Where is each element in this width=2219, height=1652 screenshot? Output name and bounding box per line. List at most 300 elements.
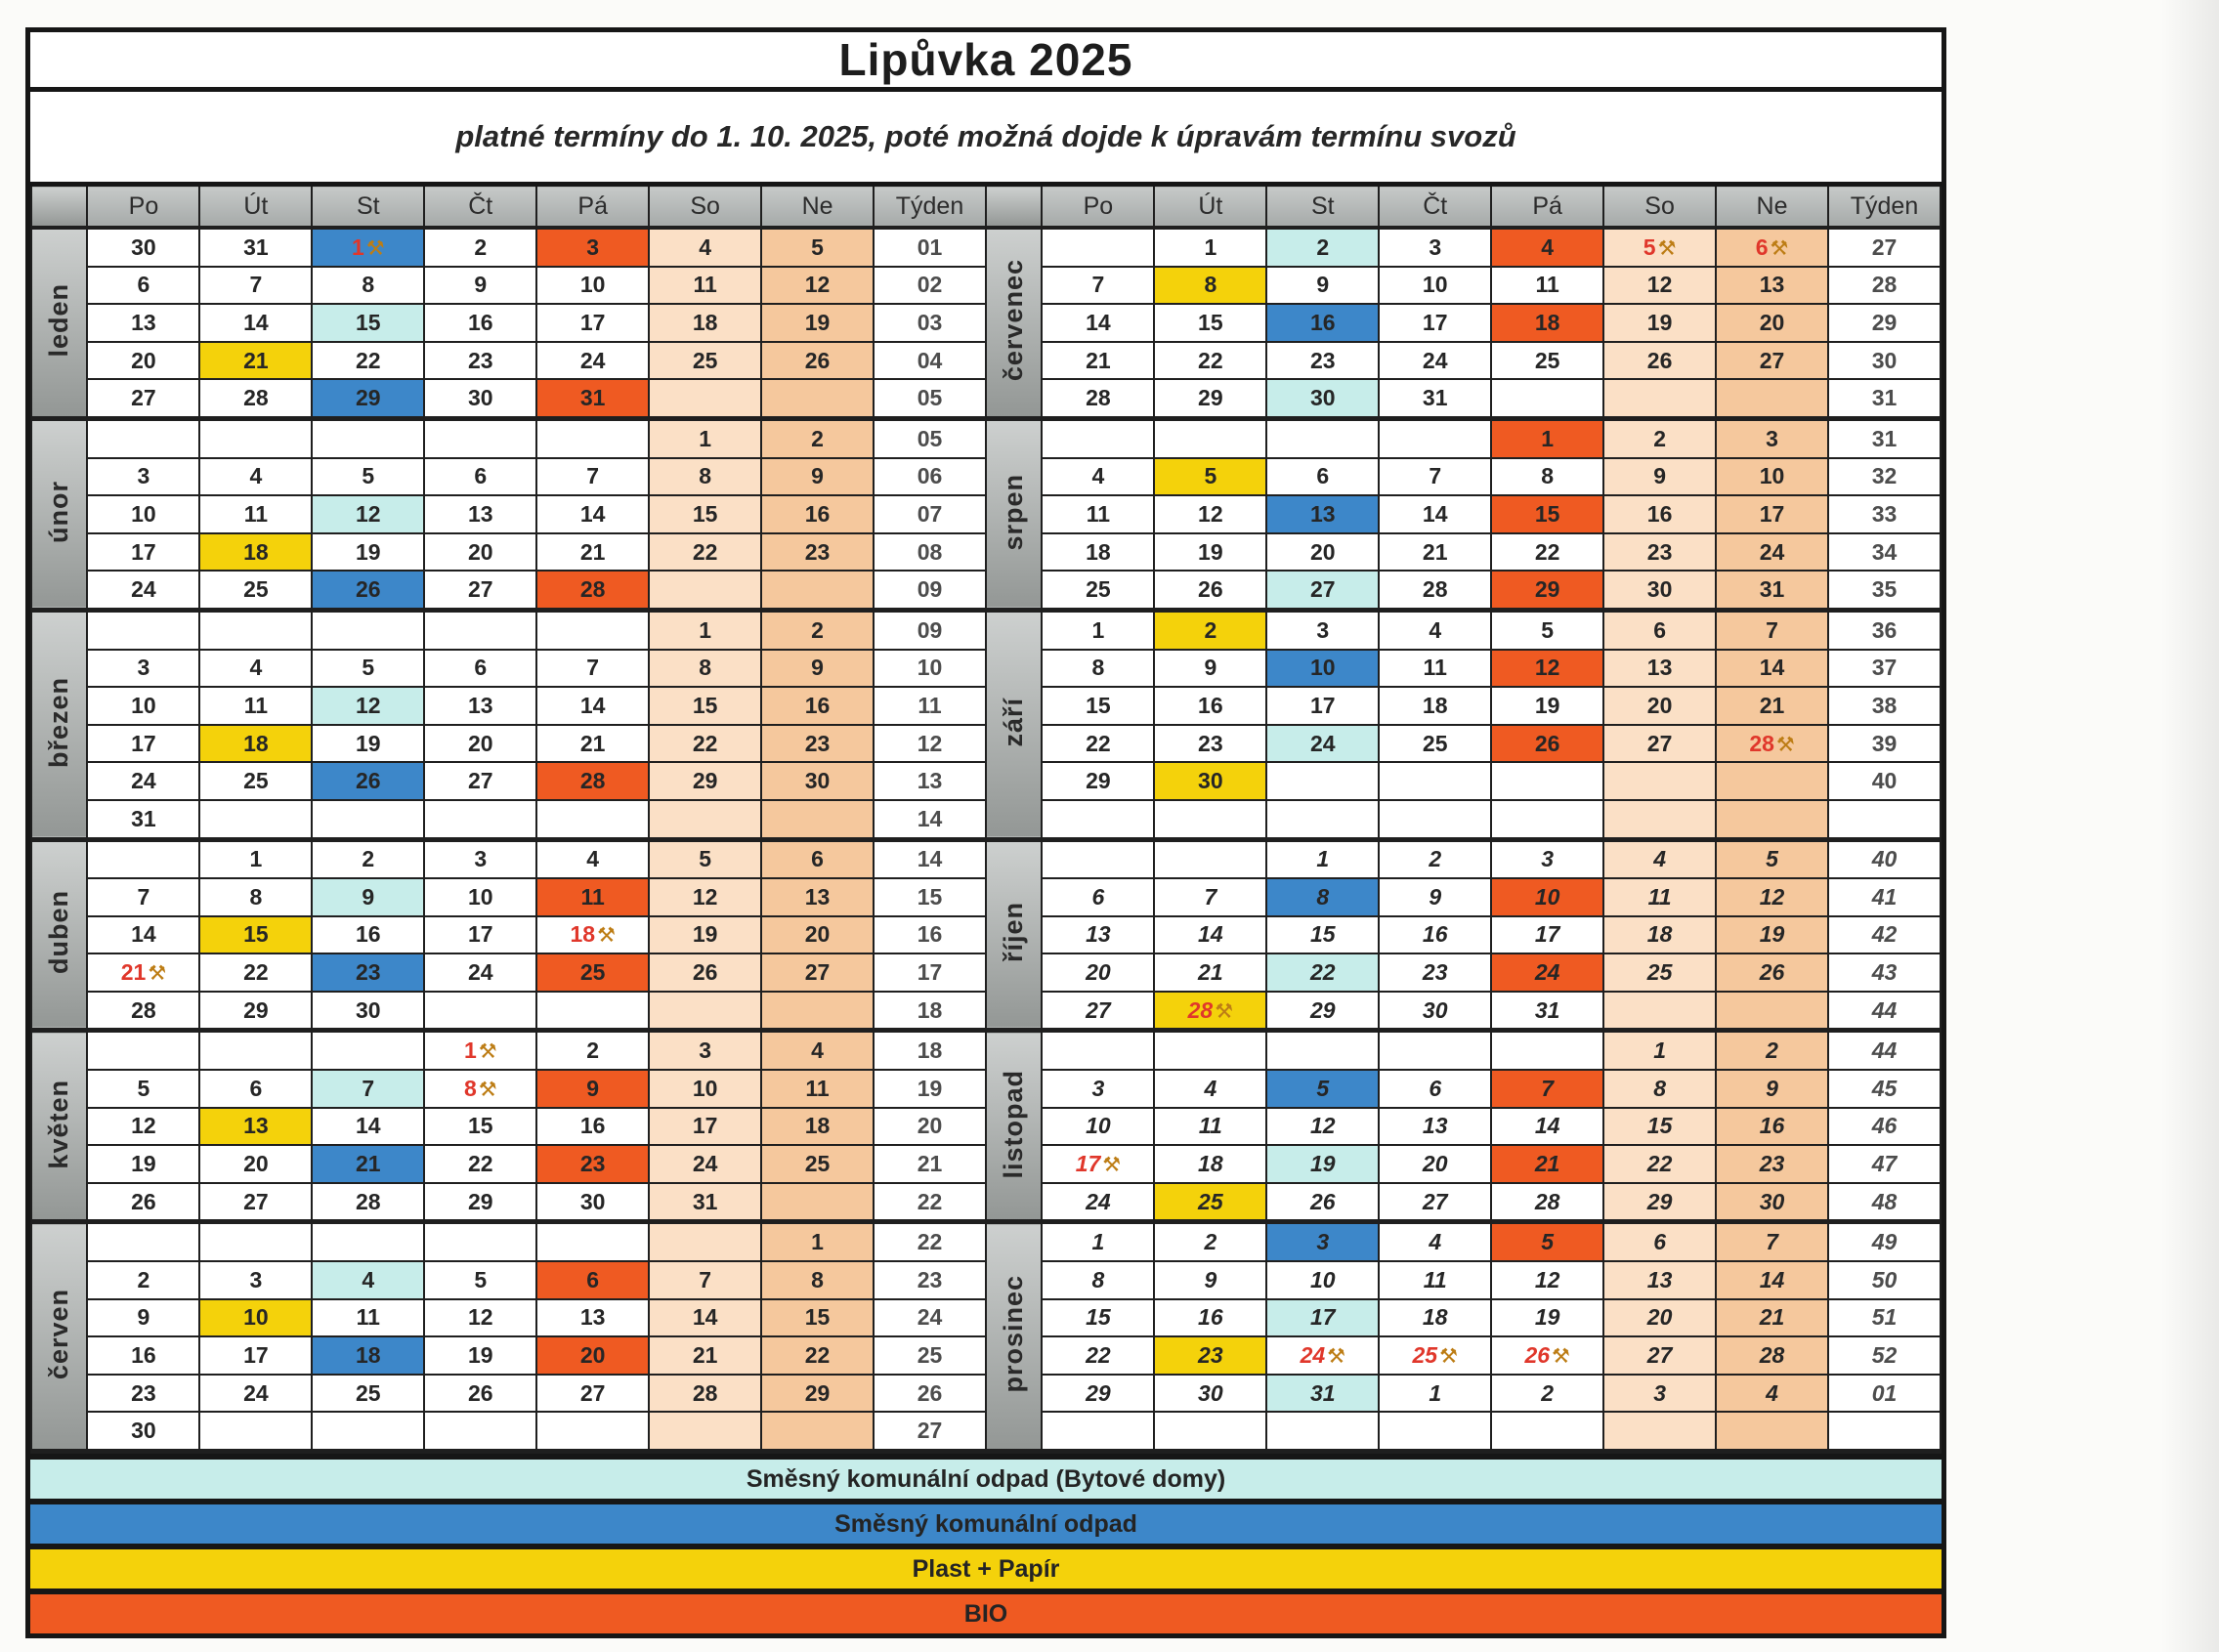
day-number: 21 <box>1759 1304 1785 1331</box>
day-cell <box>424 342 536 380</box>
day-number: 16 <box>1309 309 1336 335</box>
week-number: 03 <box>874 304 986 342</box>
day-number: 19 <box>1534 1304 1560 1331</box>
day-number: 26 <box>1309 1188 1336 1214</box>
week-number: 52 <box>1828 1336 1941 1375</box>
day-cell <box>761 1145 874 1183</box>
day-number: 19 <box>356 538 381 565</box>
day-cell <box>1042 1183 1154 1222</box>
day-cell <box>1379 458 1491 496</box>
day-number: 27 <box>579 1379 606 1406</box>
calendar-week-row <box>31 1222 1941 1261</box>
day-number: 10 <box>579 272 606 298</box>
day-cell <box>1266 342 1379 380</box>
legend-bar-mixed-waste <box>30 1499 1942 1544</box>
legend-label: BIO <box>963 1599 1008 1628</box>
day-cell <box>761 267 874 305</box>
day-number: 13 <box>1309 500 1336 527</box>
week-number: 22 <box>874 1222 986 1261</box>
day-cell <box>1491 1336 1603 1375</box>
scan-shadow <box>2160 0 2219 1652</box>
day-number: 20 <box>1646 1304 1673 1331</box>
day-cell <box>1379 1299 1491 1337</box>
day-number: 15 <box>467 1113 493 1139</box>
day-number: 4 <box>1541 233 1555 260</box>
day-cell <box>1266 418 1379 457</box>
day-number: 3 <box>474 846 488 872</box>
day-cell <box>1603 916 1716 954</box>
day-cell <box>87 839 199 878</box>
day-cell <box>1491 379 1603 418</box>
day-number: 2 <box>362 846 375 872</box>
day-cell <box>1491 1375 1603 1413</box>
day-number: 30 <box>1309 385 1336 411</box>
day-cell <box>649 1145 761 1183</box>
day-cell <box>536 1412 649 1451</box>
day-number: 13 <box>467 692 493 718</box>
day-cell <box>1154 878 1266 916</box>
day-cell <box>1491 953 1603 992</box>
holiday-icon: ⚒ <box>1552 1344 1570 1369</box>
day-number: 10 <box>131 500 156 527</box>
day-number: 28 <box>1187 996 1214 1023</box>
day-number: 4 <box>1204 1075 1217 1101</box>
day-cell <box>199 610 312 649</box>
day-number: 6 <box>586 1266 600 1292</box>
day-number: 10 <box>1309 655 1336 681</box>
day-cell <box>761 533 874 572</box>
day-cell <box>1603 800 1716 839</box>
day-cell <box>1603 1070 1716 1108</box>
day-cell <box>1491 650 1603 688</box>
day-cell <box>649 1222 761 1261</box>
holiday-icon: ⚒ <box>1657 235 1677 260</box>
day-cell <box>424 1261 536 1299</box>
day-number: 2 <box>474 233 488 260</box>
day-number: 6 <box>1653 616 1666 643</box>
day-cell <box>1379 1222 1491 1261</box>
day-cell <box>1491 916 1603 954</box>
week-number: 11 <box>874 687 986 725</box>
week-number: 15 <box>874 878 986 916</box>
day-number: 27 <box>804 959 831 986</box>
day-cell <box>1716 1222 1828 1261</box>
day-cell <box>1154 533 1266 572</box>
day-number: 23 <box>579 1151 606 1177</box>
day-number: 28 <box>579 576 606 603</box>
week-number: 09 <box>874 610 986 649</box>
day-number: 15 <box>1198 309 1223 335</box>
day-number: 21 <box>1534 1151 1560 1177</box>
day-cell <box>1154 1261 1266 1299</box>
day-number: 26 <box>692 959 718 986</box>
day-cell <box>649 1108 761 1146</box>
day-number: 3 <box>1091 1075 1105 1101</box>
day-cell <box>87 1412 199 1451</box>
day-cell <box>312 533 424 572</box>
day-number: 23 <box>1646 538 1673 565</box>
day-number: 6 <box>1316 463 1330 489</box>
day-number: 4 <box>249 655 263 681</box>
week-number: 36 <box>1828 610 1941 649</box>
day-cell <box>87 878 199 916</box>
day-cell <box>199 1070 312 1108</box>
day-number: 3 <box>586 233 600 260</box>
day-cell <box>1716 267 1828 305</box>
legend-bar-bio <box>30 1588 1942 1633</box>
day-cell <box>536 1299 649 1337</box>
day-number: 20 <box>1759 309 1785 335</box>
day-cell <box>1379 571 1491 610</box>
day-cell <box>1379 610 1491 649</box>
day-number: 1 <box>1429 1379 1442 1406</box>
day-number: 9 <box>1204 655 1217 681</box>
day-number: 28 <box>1534 1188 1560 1214</box>
day-number: 17 <box>1422 309 1448 335</box>
day-number: 7 <box>586 463 600 489</box>
day-cell <box>1379 1336 1491 1375</box>
day-cell <box>649 953 761 992</box>
day-cell <box>312 953 424 992</box>
day-number: 21 <box>120 959 147 986</box>
day-number: 5 <box>1643 233 1656 260</box>
holiday-icon: ⚒ <box>1102 1153 1122 1177</box>
day-number: 4 <box>811 1038 824 1064</box>
day-cell <box>1716 992 1828 1031</box>
week-number: 33 <box>1828 495 1941 533</box>
day-cell <box>649 1183 761 1222</box>
day-cell <box>312 725 424 763</box>
day-cell <box>1154 610 1266 649</box>
day-cell <box>649 687 761 725</box>
day-cell <box>1491 878 1603 916</box>
day-cell <box>1379 342 1491 380</box>
day-number: 1 <box>463 1038 477 1064</box>
day-cell <box>761 1299 874 1337</box>
day-cell <box>1379 533 1491 572</box>
day-cell <box>1154 1222 1266 1261</box>
day-cell <box>761 571 874 610</box>
month-label-prosinec <box>986 1222 1042 1452</box>
month-label-březen <box>31 610 87 839</box>
day-cell <box>199 725 312 763</box>
day-number: 23 <box>804 538 831 565</box>
day-number: 24 <box>1422 347 1448 373</box>
day-number: 14 <box>1759 655 1785 681</box>
validity-note: platné termíny do 1. 10. 2025, poté možná dojde k úpravám termínu svozů <box>455 119 1516 153</box>
holiday-icon: ⚒ <box>478 1039 497 1064</box>
day-number: 31 <box>579 385 606 411</box>
day-cell <box>1603 379 1716 418</box>
week-number: 31 <box>1828 379 1941 418</box>
day-number: 2 <box>1204 1229 1217 1255</box>
day-number: 25 <box>1086 576 1111 603</box>
day-cell <box>1603 533 1716 572</box>
day-number: 12 <box>1759 883 1785 910</box>
day-number: 5 <box>1766 846 1778 872</box>
day-cell <box>1603 495 1716 533</box>
day-cell <box>1154 1031 1266 1070</box>
day-cell <box>1154 1412 1266 1451</box>
day-number: 16 <box>804 500 831 527</box>
day-number: 15 <box>1309 921 1336 948</box>
day-cell <box>1379 1412 1491 1451</box>
corner-cell <box>986 185 1042 229</box>
day-number: 1 <box>1204 233 1217 260</box>
day-cell <box>1379 495 1491 533</box>
day-cell <box>1603 1145 1716 1183</box>
day-number: 22 <box>243 959 269 986</box>
day-cell <box>1379 725 1491 763</box>
day-number: 24 <box>243 1379 269 1406</box>
day-number: 8 <box>699 463 712 489</box>
day-cell <box>1042 418 1154 457</box>
week-number: 13 <box>874 762 986 800</box>
day-cell <box>424 1299 536 1337</box>
day-cell <box>536 992 649 1031</box>
day-cell <box>1716 953 1828 992</box>
day-cell <box>1266 878 1379 916</box>
day-number: 5 <box>1541 1229 1555 1255</box>
day-cell <box>1603 687 1716 725</box>
day-cell <box>649 571 761 610</box>
day-cell <box>1379 992 1491 1031</box>
day-number: 2 <box>1316 233 1330 260</box>
day-number: 6 <box>1091 883 1105 910</box>
day-cell <box>1154 650 1266 688</box>
day-cell <box>312 1108 424 1146</box>
day-cell <box>424 1070 536 1108</box>
day-number: 21 <box>243 347 269 373</box>
day-number: 25 <box>1534 347 1560 373</box>
day-number: 4 <box>1091 463 1105 489</box>
day-number: 10 <box>1534 883 1560 910</box>
day-number: 22 <box>692 538 718 565</box>
day-cell <box>761 495 874 533</box>
week-number: 27 <box>1828 228 1941 267</box>
day-number: 8 <box>811 1266 824 1292</box>
week-number: 44 <box>1828 992 1941 1031</box>
day-number: 19 <box>804 309 831 335</box>
day-cell <box>1266 1261 1379 1299</box>
day-number: 21 <box>1759 692 1785 718</box>
day-number: 6 <box>811 846 824 872</box>
day-cell <box>649 304 761 342</box>
day-number: 9 <box>1316 272 1330 298</box>
holiday-icon: ⚒ <box>1439 1344 1458 1369</box>
day-cell <box>424 953 536 992</box>
day-cell <box>1042 650 1154 688</box>
day-number: 7 <box>586 655 600 681</box>
day-number: 9 <box>1204 1266 1217 1292</box>
day-cell <box>649 1375 761 1413</box>
day-number: 20 <box>1309 538 1336 565</box>
day-number: 30 <box>131 233 156 260</box>
day-cell <box>312 1299 424 1337</box>
day-number: 16 <box>1422 921 1448 948</box>
day-cell <box>87 418 199 457</box>
day-cell <box>1716 1145 1828 1183</box>
day-cell <box>199 533 312 572</box>
day-number: 10 <box>1759 463 1785 489</box>
day-header-pá: Pá <box>1491 185 1603 229</box>
day-number: 17 <box>1759 500 1785 527</box>
day-cell <box>424 762 536 800</box>
day-number: 18 <box>243 730 269 756</box>
day-number: 22 <box>1309 959 1336 986</box>
day-number: 24 <box>1309 730 1336 756</box>
day-cell <box>87 687 199 725</box>
day-number: 18 <box>356 1342 381 1369</box>
day-cell <box>1266 992 1379 1031</box>
day-number: 20 <box>1422 1151 1448 1177</box>
day-number: 3 <box>249 1266 263 1292</box>
week-number: 12 <box>874 725 986 763</box>
day-cell <box>1154 458 1266 496</box>
day-number: 25 <box>1198 1188 1223 1214</box>
day-number: 2 <box>137 1266 150 1292</box>
day-number: 10 <box>1086 1113 1111 1139</box>
day-cell <box>87 304 199 342</box>
day-number: 7 <box>1429 463 1442 489</box>
holiday-icon: ⚒ <box>148 961 167 986</box>
day-cell <box>1603 953 1716 992</box>
month-name: srpen <box>999 473 1029 551</box>
day-number: 2 <box>1766 1038 1778 1064</box>
day-number: 31 <box>1759 576 1785 603</box>
day-cell <box>1154 228 1266 267</box>
day-cell <box>424 687 536 725</box>
day-cell <box>1042 1145 1154 1183</box>
day-cell <box>199 1261 312 1299</box>
day-cell <box>761 342 874 380</box>
day-cell <box>87 342 199 380</box>
day-cell <box>1042 992 1154 1031</box>
day-number: 7 <box>699 1266 712 1292</box>
week-number: 28 <box>1828 267 1941 305</box>
day-cell <box>1154 1299 1266 1337</box>
day-cell <box>1716 762 1828 800</box>
day-number: 14 <box>1422 500 1448 527</box>
day-number: 13 <box>467 500 493 527</box>
day-cell <box>1379 953 1491 992</box>
day-cell <box>1154 992 1266 1031</box>
day-cell <box>87 379 199 418</box>
day-cell <box>1266 610 1379 649</box>
day-number: 17 <box>467 921 493 948</box>
day-cell <box>761 1336 874 1375</box>
day-cell <box>1154 571 1266 610</box>
day-number: 1 <box>249 846 263 872</box>
day-cell <box>424 1222 536 1261</box>
day-number: 8 <box>699 655 712 681</box>
day-cell <box>1154 839 1266 878</box>
day-cell <box>1379 687 1491 725</box>
day-number: 14 <box>1534 1113 1560 1139</box>
day-cell <box>1491 725 1603 763</box>
day-number: 18 <box>570 921 596 948</box>
day-number: 28 <box>131 996 156 1023</box>
day-cell <box>1042 458 1154 496</box>
day-number: 3 <box>1766 425 1778 451</box>
day-number: 11 <box>580 883 605 910</box>
day-cell <box>312 418 424 457</box>
day-number: 5 <box>699 846 712 872</box>
day-cell <box>536 1031 649 1070</box>
day-cell <box>312 228 424 267</box>
day-number: 3 <box>137 655 150 681</box>
day-cell <box>761 1412 874 1451</box>
day-cell <box>87 1183 199 1222</box>
day-cell <box>1266 650 1379 688</box>
day-number: 21 <box>579 730 606 756</box>
day-cell <box>1379 762 1491 800</box>
day-cell <box>649 458 761 496</box>
day-cell <box>536 342 649 380</box>
day-number: 26 <box>1759 959 1785 986</box>
day-cell <box>1716 878 1828 916</box>
day-cell <box>536 1222 649 1261</box>
day-cell <box>1603 304 1716 342</box>
day-cell <box>1379 650 1491 688</box>
week-number: 02 <box>874 267 986 305</box>
calendar-table <box>30 182 1942 1454</box>
day-cell <box>1603 458 1716 496</box>
day-number: 29 <box>692 768 718 794</box>
day-cell <box>424 418 536 457</box>
day-number: 7 <box>362 1075 375 1101</box>
week-number: 07 <box>874 495 986 533</box>
month-name: září <box>999 697 1029 747</box>
day-cell <box>761 839 874 878</box>
day-cell <box>649 610 761 649</box>
week-number: 16 <box>874 916 986 954</box>
month-name: prosinec <box>999 1275 1029 1393</box>
day-number: 27 <box>1646 730 1673 756</box>
day-number: 13 <box>243 1113 269 1139</box>
day-header-ne: Ne <box>1716 185 1828 229</box>
day-number: 25 <box>356 1379 381 1406</box>
day-cell <box>761 1261 874 1299</box>
day-number: 19 <box>467 1342 493 1369</box>
day-number: 9 <box>811 463 824 489</box>
day-cell <box>424 533 536 572</box>
day-header-út: Út <box>1154 185 1266 229</box>
day-number: 19 <box>1759 921 1785 948</box>
day-cell <box>1154 1375 1266 1413</box>
day-cell <box>1042 762 1154 800</box>
day-cell <box>1603 650 1716 688</box>
day-cell <box>761 610 874 649</box>
day-number: 7 <box>1541 1075 1555 1101</box>
day-cell <box>1379 418 1491 457</box>
day-cell <box>1379 1183 1491 1222</box>
day-cell <box>199 1336 312 1375</box>
day-number: 9 <box>586 1075 600 1101</box>
day-cell <box>649 1412 761 1451</box>
day-cell <box>1716 1108 1828 1146</box>
day-cell <box>1716 379 1828 418</box>
week-number: 18 <box>874 992 986 1031</box>
day-cell <box>1042 878 1154 916</box>
week-number: 51 <box>1828 1299 1941 1337</box>
day-cell <box>761 687 874 725</box>
week-number <box>1828 800 1941 839</box>
day-cell <box>1491 304 1603 342</box>
day-number: 12 <box>467 1304 493 1331</box>
month-name: květen <box>44 1079 74 1169</box>
day-number: 24 <box>131 768 156 794</box>
